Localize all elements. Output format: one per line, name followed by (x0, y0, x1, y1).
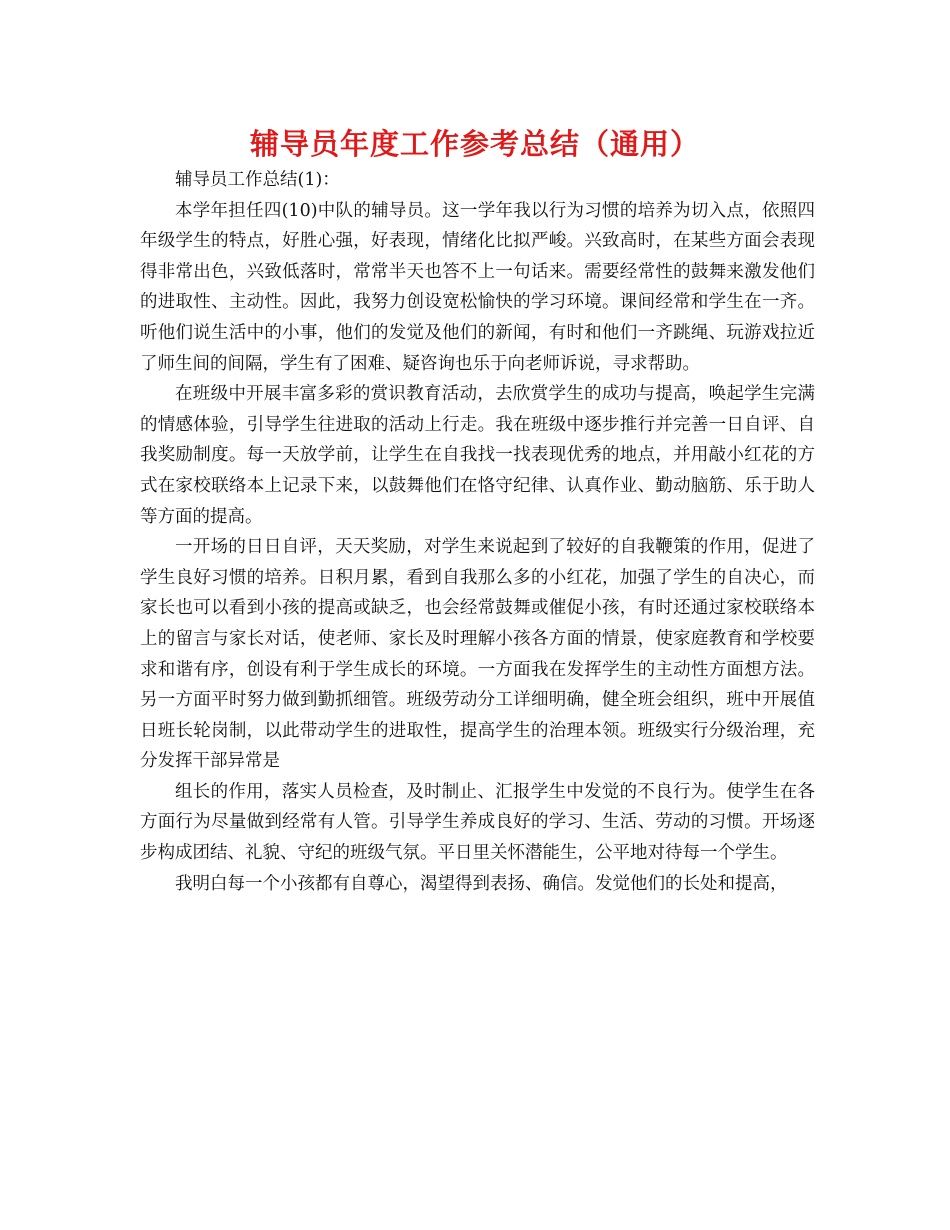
document-title: 辅导员年度工作参考总结（通用） (249, 127, 700, 161)
paragraph: 组长的作用，落实人员检查，及时制止、汇报学生中发觉的不良行为。使学生在各方面行为尽量做到经常有人管。引导学生养成良好的学习、生活、劳动的习惯。开场逐步构成团结、礼貌、守纪的班级气氛。平日里关怀潜能生，公平地对待每一个学生。 (140, 781, 815, 864)
document-body (140, 165, 815, 899)
paragraph: 一开场的日日自评，天天奖励，对学生来说起到了较好的自我鞭策的作用，促进了学生良好习惯的培养。日积月累，看到自我那么多的小红花，加强了学生的自决心，而家长也可以看到小孩的提高或缺乏，也会经常鼓舞或催促小孩，有时还通过家校联络本上的留言与家长对话，使老师、家长及时理解小孩各方面的情景，使家庭教育和学校要求和谐有序，创设有利于学生成长的环境。一方面我在发挥学生的主动性方面想方法。另一方面平时努力做到勤抓细管。班级劳动分工详细明确，健全班会组织，班中开展值日班长轮岗制，以此带动学生的进取性，提高学生的治理本领。班级实行分级治理，充分发挥干部异常是 (140, 537, 815, 772)
paragraph: 我明白每一个小孩都有自尊心，渴望得到表扬、确信。发觉他们的长处和提高， (175, 873, 788, 894)
paragraph-heading: 辅导员工作总结(1)： (175, 170, 340, 190)
paragraph: 本学年担任四(10)中队的辅导员。这一学年我以行为习惯的培养为切入点，依照四年级学生的特点，好胜心强，好表现，情绪化比拟严峻。兴致高时，在某些方面会表现得非常出色，兴致低落时，常常半天也答不上一句话来。需要经常性的鼓舞来激发他们的进取性、主动性。因此，我努力创设宽松愉快的学习环境。课间经常和学生在一齐。听他们说生活中的小事，他们的发觉及他们的新闻，有时和他们一齐跳绳、玩游戏拉近了师生间的间隔，学生有了困难、疑咨询也乐于向老师诉说，寻求帮助。 (140, 200, 815, 374)
paragraph: 在班级中开展丰富多彩的赏识教育活动，去欣赏学生的成功与提高，唤起学生完满的情感体验，引导学生往进取的活动上行走。我在班级中逐步推行并完善一日自评、自我奖励制度。每一天放学前，让学生在自我找一找表现优秀的地点，并用敲小红花的方式在家校联络本上记录下来，以鼓舞他们在恪守纪律、认真作业、勤动脑筋、乐于助人等方面的提高。 (140, 384, 815, 527)
